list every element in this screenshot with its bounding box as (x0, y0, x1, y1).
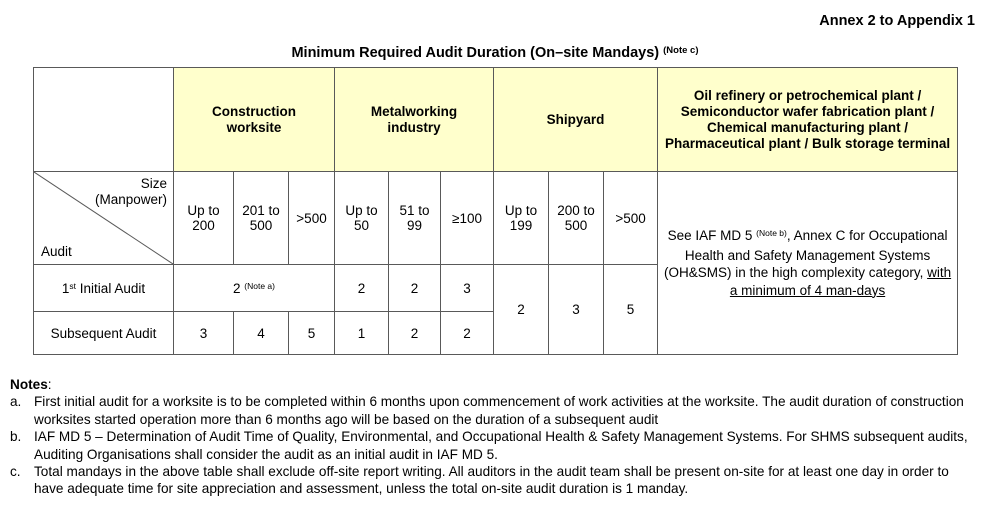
header-metalworking-industry: Metalworking industry (335, 68, 494, 172)
title-note-superscript: (Note c) (663, 45, 699, 56)
note-item-a (10, 393, 977, 428)
page-title-text: Minimum Required Audit Duration (On–site Mandays) (291, 45, 660, 61)
ordinal-superscript: st (69, 280, 77, 291)
note-text: Total mandays in the above table shall exclude off-site report writing. All auditors in the audit team shall be present on-site for at least one day in order to have adequate time for site appreciation and assessment, unless the total on-site audit duration is 1 manday. (34, 464, 949, 497)
size-audit-corner-cell (34, 172, 174, 265)
audit-label: Audit (41, 244, 72, 259)
page-title (33, 45, 957, 63)
size-header-cell: >500 (604, 172, 658, 265)
note-item-b (10, 428, 977, 463)
shipyard-merged-cell: 2 (494, 265, 549, 355)
shipyard-merged-cell: 3 (549, 265, 604, 355)
subsequent-construction-cell: 5 (289, 312, 335, 355)
industry-header-row (34, 68, 958, 172)
header-oil-refinery: Oil refinery or petrochemical plant / Semiconductor wafer fabrication plant / Chemical manufacturing plant / Pharmaceutical plant / Bulk storage terminal (658, 68, 958, 172)
header-shipyard: Shipyard (494, 68, 658, 172)
size-header-cell: 200 to 500 (549, 172, 604, 265)
oil-cell-note-superscript: (Note b) (756, 228, 787, 238)
initial-construction-merged-cell: 2 $^{(Note a)}$ (174, 265, 335, 312)
subsequent-metalworking-cell: 2 (441, 312, 494, 355)
header-construction-worksite: Construction worksite (174, 68, 335, 172)
notes-section (10, 376, 977, 498)
subsequent-metalworking-cell: 1 (335, 312, 389, 355)
oil-cell-text-before: See IAF MD 5 (667, 228, 757, 243)
note-item-c (10, 463, 977, 498)
note-a-superscript: (Note a) (244, 280, 275, 291)
subsequent-construction-cell: 3 (174, 312, 234, 355)
initial-metalworking-cell: 2 (335, 265, 389, 312)
size-header-cell: >500 (289, 172, 335, 265)
oil-refinery-guidance-cell (658, 172, 958, 355)
note-text: IAF MD 5 – Determination of Audit Time of Quality, Environmental, and Occupational Health & Safety Management Systems. For SHMS subsequent audits, Auditing Organisations shall consider the audit as an initial audit in IAF MD 5. (34, 429, 968, 462)
note-label: b. (10, 429, 22, 445)
size-header-cell: 201 to 500 (234, 172, 289, 265)
row-label-initial-audit: 1st Initial Audit (34, 265, 174, 312)
size-header-cell: 51 to 99 (389, 172, 441, 265)
subsequent-construction-cell: 4 (234, 312, 289, 355)
shipyard-merged-cell: 5 (604, 265, 658, 355)
initial-metalworking-cell: 2 (389, 265, 441, 312)
oil-cell-text-underlined: with a minimum of 4 man-days (729, 265, 952, 298)
annex-heading: Annex 2 to Appendix 1 (819, 13, 975, 29)
audit-duration-table (33, 67, 958, 355)
note-text: First initial audit for a worksite is to be completed within 6 months upon commencement of work activities at the worksite. The audit duration of construction worksites started operation more than 6 months ago will be based on the duration of a subsequent audit (34, 394, 964, 427)
corner-empty-cell (34, 68, 174, 172)
size-manpower-label: Size (Manpower) (94, 176, 167, 207)
note-label: c. (10, 464, 21, 480)
row-label-subsequent-audit: Subsequent Audit (34, 312, 174, 355)
notes-heading: Notes: (10, 377, 52, 392)
size-header-cell: Up to 200 (174, 172, 234, 265)
note-label: a. (10, 394, 22, 410)
subsequent-metalworking-cell: 2 (389, 312, 441, 355)
size-header-cell: ≥100 (441, 172, 494, 265)
oil-cell-text-mid: , Annex C for Occupational Health and Safety Management Systems (OH&SMS) in the high complexity category, (663, 228, 948, 280)
size-header-cell: Up to 50 (335, 172, 389, 265)
size-header-row (34, 172, 958, 265)
initial-metalworking-cell: 3 (441, 265, 494, 312)
size-header-cell: Up to 199 (494, 172, 549, 265)
